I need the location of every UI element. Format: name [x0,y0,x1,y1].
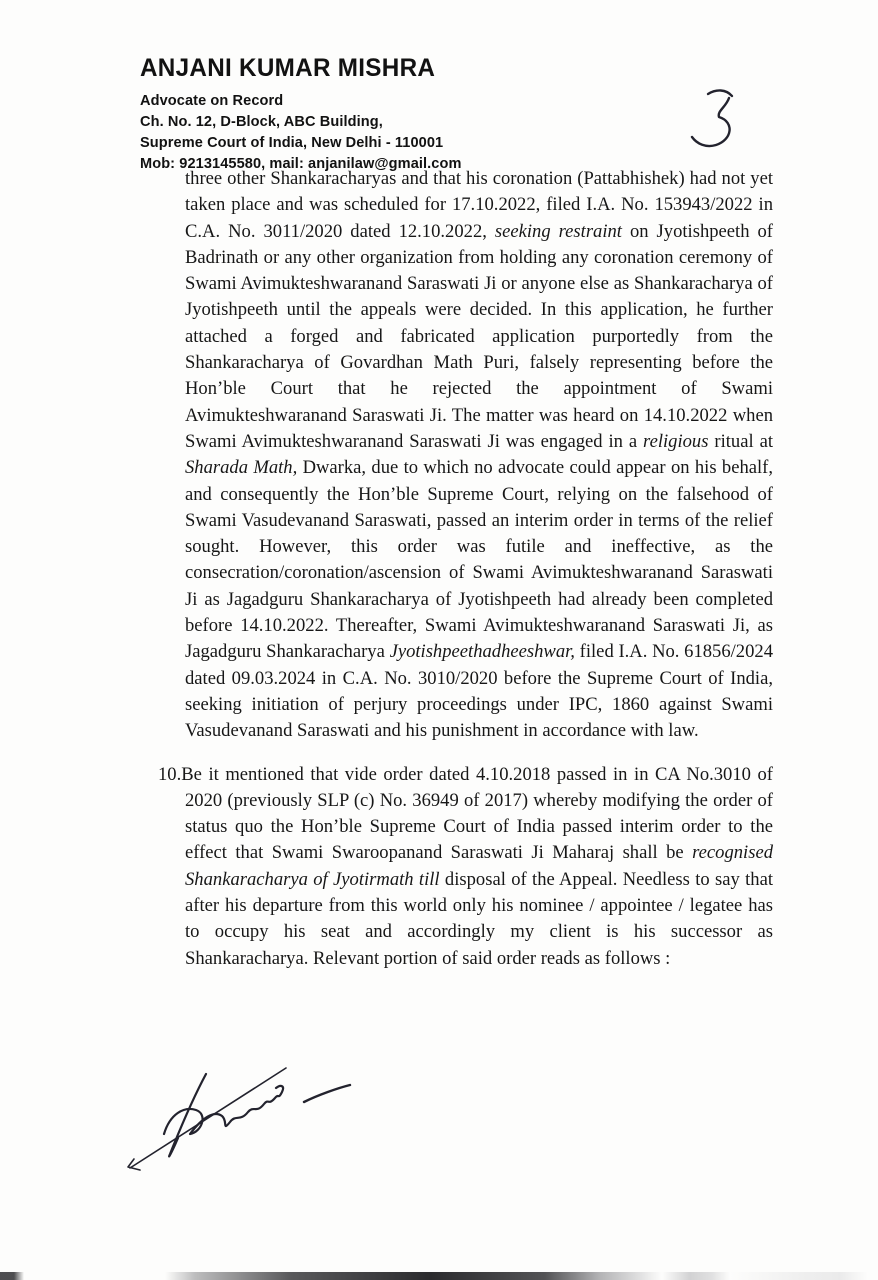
text-segment: seeking restraint [494,220,622,242]
text-segment: Sharada Math, [185,457,298,479]
advocate-title: Advocate on Record [140,92,284,109]
text-segment: Jyotishpeethadheeshwar, [389,641,575,663]
text-segment: filed I.A. No. 61856/2024 dated 09.03.2024 in C.A. No. 3010/2020 before the Supreme Court of India, seeking initiation of perjury proceedings under IPC, 1860 against Swami Vasudevanand Saraswati and his punishment in accordance with law. [185,641,773,742]
advocate-name: ANJANI KUMAR MISHRA [140,54,436,82]
text-segment: ritual at [708,430,773,452]
advocate-contact: Mob: 9213145580, mail: anjanilaw@gmail.com [140,155,462,172]
letterhead [140,54,462,174]
advocate-address-line2: Supreme Court of India, New Delhi - 110001 [140,134,444,151]
paragraph [185,166,773,745]
text-segment: Dwarka, due to which no advocate could appear on his behalf, and consequently the Hon’ble Supreme Court, relying on the falsehood of Swami Vasudevanand Saraswati, passed an interim order in terms of the relief sought. However, this order was futile and ineffective, as the consecration/coronation/ascension of Swami Avimukteshwaranand Saraswati Ji as Jagadguru Shankaracharya of Jyotishpeeth had already been completed before 14.10.2022. Thereafter, Swami Avimukteshwaranand Saraswati Ji, as Jagadguru Shankaracharya [185,457,774,663]
text-segment: Be it mentioned that vide order dated 4.10.2018 passed in in CA No.3010 of 2020 (previously SLP (c) No. 36949 of 2017) whereby modifying the order of status quo the Hon’ble Supreme Court of India passed interim order to the effect that Swami Swaroopanand Saraswati Ji Maharaj shall be [181,763,773,864]
handwritten-page-number [688,84,744,160]
paragraph-number: 10. [158,763,182,785]
advocate-address-line1: Ch. No. 12, D-Block, ABC Building, [140,113,383,130]
text-segment: three other Shankaracharyas and that his coronation (Pattabhishek) had not yet taken place and was scheduled for 17.10.2022, filed I.A. No. 153943/2022 in C.A. No. 3011/2020 dated 12.10.2022, [185,168,773,242]
text-segment: religious [643,430,709,452]
document-body [158,166,774,972]
text-segment: disposal of the Appeal. Needless to say that after his departure from this world only his nominee / appointee / legatee has to occupy his seat and accordingly my client is his successor as Shankaracharya. Relevant portion of said order reads as follows : [185,868,773,969]
signature-scribble [118,1048,368,1178]
scan-edge-artifact [0,1272,878,1280]
text-segment: on Jyotishpeeth of Badrinath or any other organization from holding any coronation ceremony of Swami Avimukteshwaranand Saraswati Ji or anyone else as Shankaracharya of Jyotishpeeth until the appeals were decided. In this application, he further attached a forged and fabricated application purportedly from the Shankaracharya of Govardhan Math Puri, falsely representing before the Hon’ble Court that he rejected the appointment of Swami Avimukteshwaranand Saraswati Ji. The matter was heard on 14.10.2022 when Swami Avimukteshwaranand Saraswati Ji was engaged in a [185,220,773,452]
text-segment: recognised Shankaracharya of Jyotirmath till [185,842,773,890]
paragraph [158,762,773,972]
